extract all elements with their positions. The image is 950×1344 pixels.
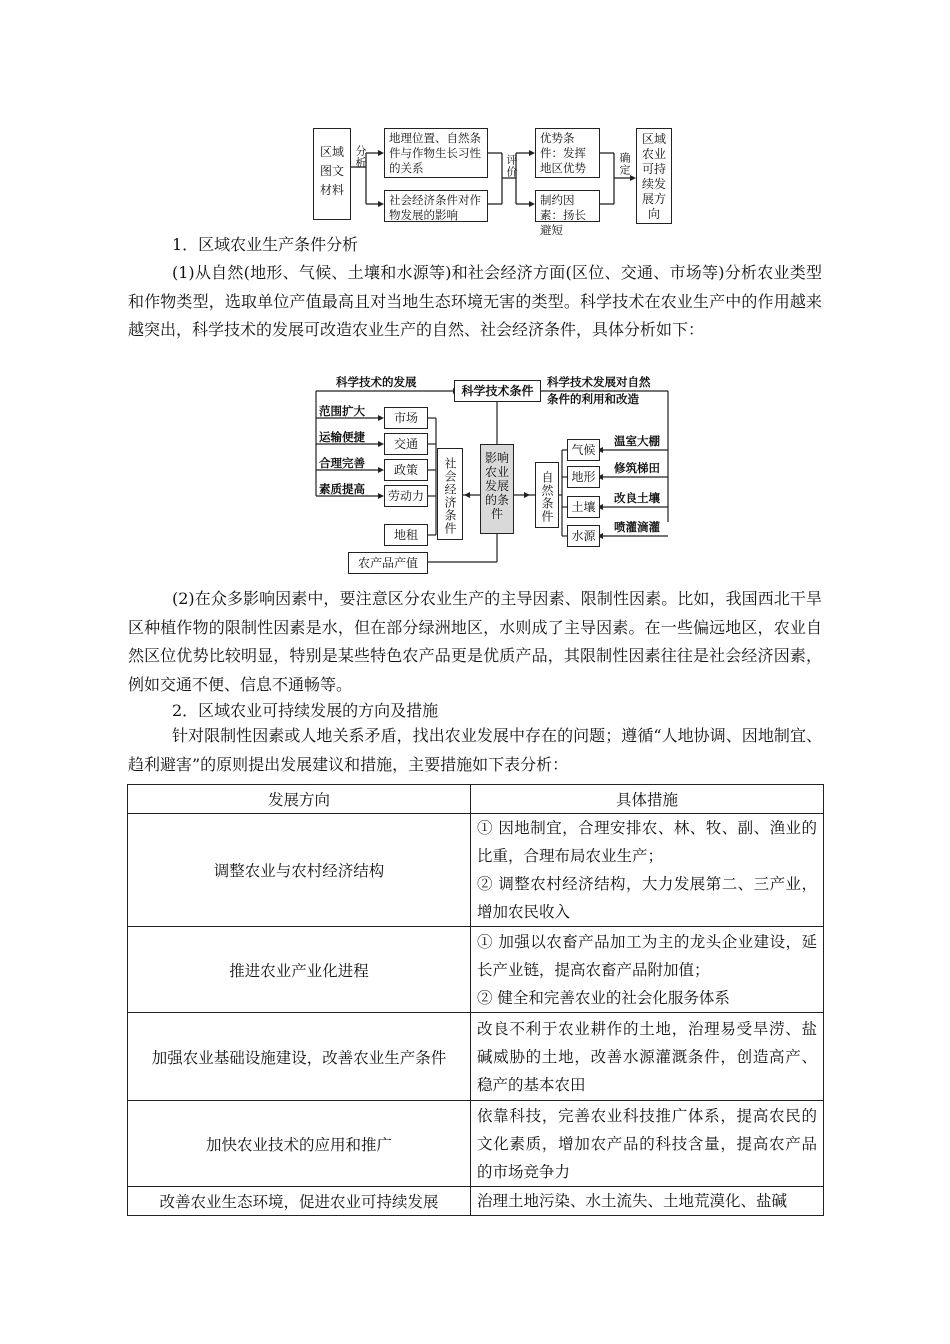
table-row <box>128 1101 824 1187</box>
geo-relation-label: 地理位置、自然条件与作物生长习性的关系 <box>389 131 481 175</box>
market-box <box>384 407 428 429</box>
output-value-label: 农产品产值 <box>357 556 418 570</box>
tech-condition-label: 科学技术条件 <box>461 384 534 398</box>
measures-cell <box>471 927 824 1013</box>
header-direction: 发展方向 <box>128 785 471 814</box>
label-transport-convenient: 运输便捷 <box>319 430 365 444</box>
direction-cell: 改善农业生态环境，促进农业可持续发展 <box>128 1187 471 1216</box>
natural-condition-box <box>535 462 559 528</box>
measures-cell <box>471 1101 824 1187</box>
analyze-label: 分析 <box>354 145 367 169</box>
center-box <box>480 444 514 534</box>
direction-cell: 加快农业技术的应用和推广 <box>128 1101 471 1187</box>
section2-heading: 2．区域农业可持续发展的方向及措施 <box>172 701 439 720</box>
measure-item: 依靠科技，完善农业科技推广体系，提高农民的文化素质，增加农产品的科技含量，提高农产品的市场竞争力 <box>477 1106 817 1181</box>
factor-diagram-connectors <box>0 0 950 600</box>
transport-label: 交通 <box>393 437 418 451</box>
measures-cell <box>471 814 824 927</box>
measures-cell <box>471 1013 824 1101</box>
measure-item: ① 因地制宜，合理安排农、林、牧、副、渔业的比重，合理布局农业生产； <box>477 819 817 865</box>
source-label: 区域图文材料 <box>319 145 344 197</box>
label-greenhouse: 温室大棚 <box>614 434 660 448</box>
soil-label: 土壤 <box>571 500 596 514</box>
result-label: 区域农业可持续发展方向 <box>641 132 666 221</box>
natural-condition-label: 自然条件 <box>540 471 554 523</box>
table-row <box>128 927 824 1013</box>
market-label: 市场 <box>393 411 418 425</box>
advantage-label: 优势条件：发挥地区优势 <box>540 131 586 175</box>
climate-box <box>567 439 600 461</box>
socio-influence-label: 社会经济条件对作物发展的影响 <box>389 193 481 222</box>
section1-para2: (2)在众多影响因素中，要注意区分农业生产的主导因素、限制性因素。比如，我国西北干旱区种植作物的限制性因素是水，但在部分绿洲地区，水则成了主导因素。在一些偏远地区，农业自然区位优势比较明显，特别是某些特色农产品更是优质产品，其限制性因素往往是社会经济因素，例如交通不便、信息不通畅等。 <box>128 589 822 694</box>
tech-condition-box <box>454 380 541 402</box>
table-row <box>128 1013 824 1101</box>
direction-cell: 推进农业产业化进程 <box>128 927 471 1013</box>
labor-box <box>384 485 428 507</box>
direction-cell: 调整农业与农村经济结构 <box>128 814 471 927</box>
terrain-box <box>567 466 600 488</box>
measure-item: 治理土地污染、水土流失、土地荒漠化、盐碱 <box>477 1192 788 1210</box>
section1-para1: (1)从自然(地形、气候、土壤和水源等)和社会经济方面(区位、交通、市场等)分析农业类型和作物类型，选取单位产值最高且对当地生态环境无害的类型。科学技术在农业生产中的作用越来越突出，科学技术的发展可改造农业生产的自然、社会经济条件，具体分析如下： <box>128 263 822 339</box>
output-value-box <box>348 552 428 574</box>
water-label: 水源 <box>571 529 596 543</box>
header-measures: 具体措施 <box>471 785 824 814</box>
social-condition-box <box>437 448 463 540</box>
label-soil-improve: 改良土壤 <box>614 491 660 505</box>
measures-cell <box>471 1187 824 1216</box>
evaluate-label: 评价 <box>505 154 518 178</box>
direction-cell: 加强农业基础设施建设，改善农业生产条件 <box>128 1013 471 1101</box>
tech-nature-label-1: 科学技术发展对自然 <box>547 375 651 389</box>
measure-item: ② 健全和完善农业的社会化服务体系 <box>477 988 730 1007</box>
table-row <box>128 1187 824 1216</box>
section2-para: 针对限制性因素或人地关系矛盾，找出农业发展中存在的问题；遵循“人地协调、因地制宜、趋利避害”的原则提出发展建议和措施，主要措施如下表分析： <box>128 726 822 774</box>
transport-box <box>384 433 428 455</box>
center-label: 影响农业发展的条件 <box>484 451 509 521</box>
tech-nature-label-2: 条件的利用和改造 <box>547 392 639 406</box>
section1-heading: 1．区域农业生产条件分析 <box>172 235 359 254</box>
policy-label: 政策 <box>393 463 418 477</box>
label-terraces: 修筑梯田 <box>614 461 660 475</box>
measure-item: ① 加强以农畜产品加工为主的龙头企业建设，延长产业链，提高农畜产品附加值； <box>477 932 817 979</box>
social-condition-label: 社会经济条件 <box>443 457 457 535</box>
label-reasonable-perfect: 合理完善 <box>319 456 365 470</box>
policy-box <box>384 459 428 481</box>
measure-item: ② 调整农村经济结构，大力发展第二、三产业，增加农民收入 <box>477 875 817 921</box>
label-quality-improve: 素质提高 <box>319 482 365 496</box>
climate-label: 气候 <box>571 443 596 457</box>
table-row <box>128 814 824 927</box>
soil-box <box>567 496 600 518</box>
label-irrigation: 喷灌滴灌 <box>614 520 660 534</box>
rent-box <box>384 524 428 546</box>
water-box <box>567 525 600 547</box>
rent-label: 地租 <box>393 528 418 542</box>
constraint-label: 制约因素：扬长避短 <box>540 193 586 237</box>
determine-label: 确定 <box>618 152 631 176</box>
measure-item: 改良不利于农业耕作的土地，治理易受旱涝、盐碱威胁的土地，改善水源灌溉条件，创造高产、稳产的基本农田 <box>477 1019 817 1094</box>
table-header-row <box>128 785 824 814</box>
labor-label: 劳动力 <box>387 489 424 503</box>
measures-table <box>127 784 824 1216</box>
terrain-label: 地形 <box>571 470 596 484</box>
label-range-expand: 范围扩大 <box>319 404 365 418</box>
tech-development-label: 科学技术的发展 <box>336 375 417 389</box>
